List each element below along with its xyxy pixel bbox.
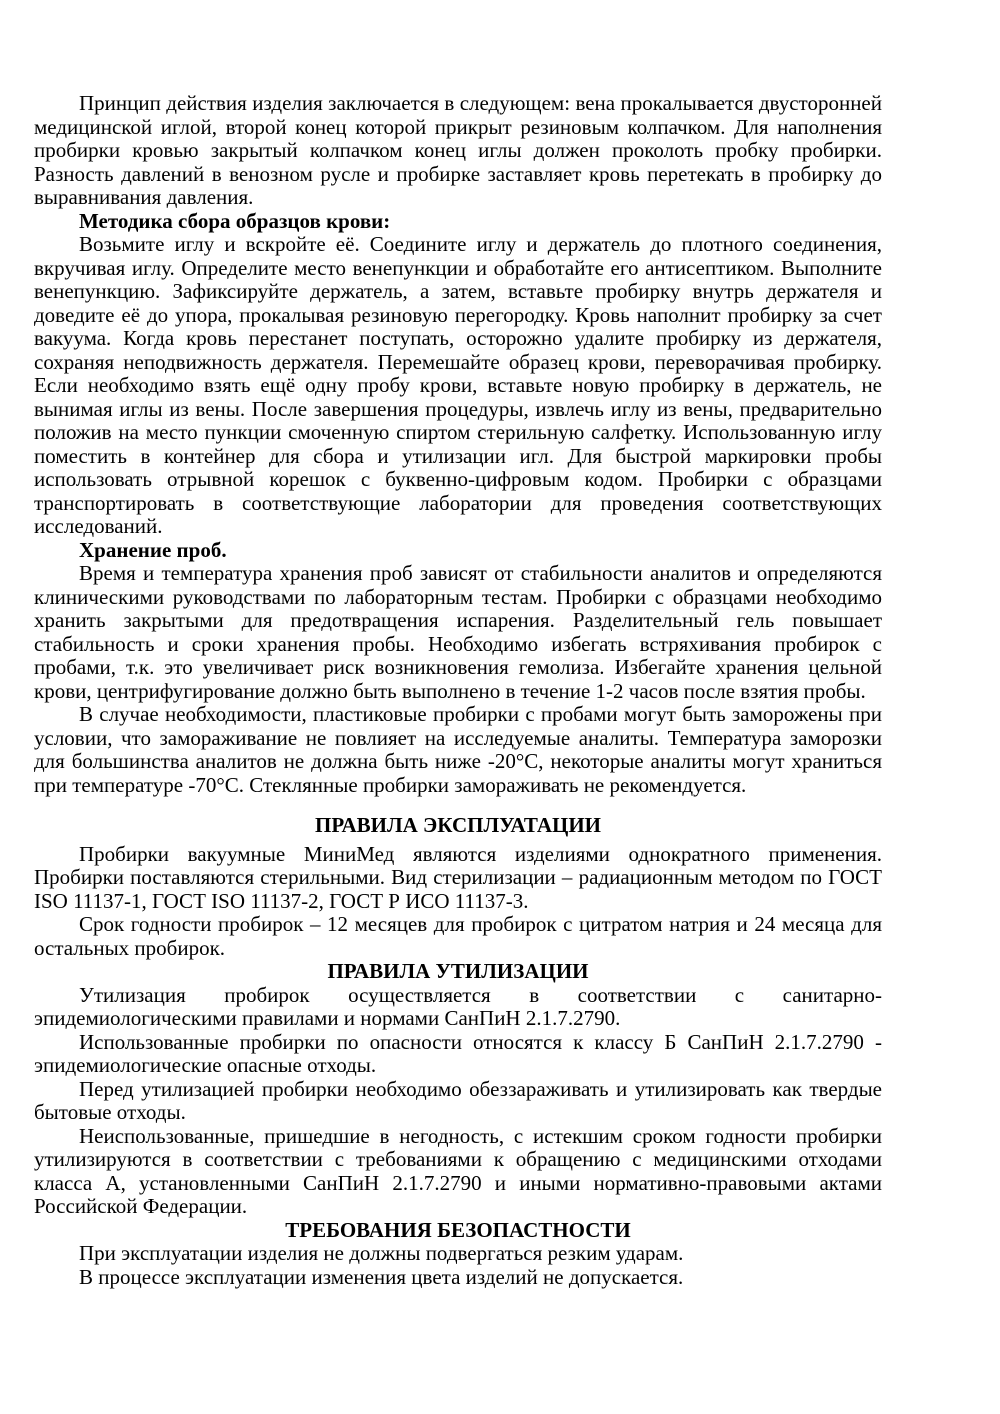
subheading-blood-sample-collection-method: Методика сбора образцов крови: [79,208,391,233]
paragraph-operating-principle: Принцип действия изделия заключается в следующем: вена прокалывается двусторонней медицинской иглой, второй конец которой прикрыт резиновым колпачком. Для наполнения пробирки кровью закрытый колпачком конец иглы должен проколоть пробку пробирки. Разность давлений в венозном русле и пробирке заставляет кровь перетекать в пробирку до выравнивания давления. [34,91,882,209]
paragraph-no-color-change: В процессе эксплуатации изменения цвета изделий не допускается. [79,1264,684,1289]
paragraph-no-sharp-impacts: При эксплуатации изделия не должны подвергаться резким ударам. [79,1241,684,1265]
paragraph-shelf-life: Срок годности пробирок – 12 месяцев для пробирок с цитратом натрия и 24 месяца для остальных пробирок. [34,912,882,960]
paragraph-single-use-sterilization: Пробирки вакуумные МиниМед являются изделиями однократного применения. Пробирки поставляются стерильными. Вид стерилизации – радиационным методом по ГОСТ ISO 11137-1, ГОСТ ISO 11137-2, ГОСТ Р ИСО 11137-3. [34,841,882,913]
heading-operation-rules: ПРАВИЛА ЭКСПЛУАТАЦИИ [315,813,601,837]
subheading-sample-storage: Хранение проб. [79,537,227,562]
paragraph-storage-conditions: Время и температура хранения проб зависят от стабильности аналитов и определяются клиническими руководствами по лабораторным тестам. Пробирки с образцами необходимо хранить закрытыми для предотвращения испарения. Разделительный гель повышает стабильность и сроки хранения пробы. Необходимо избегать встряхивания пробирок с пробами, т.к. это увеличивает риск возникновения гемолиза. Избегайте хранения цельной крови, центрифугирование должно быть выполнено в течение 1-2 часов после взятия пробы. [34,561,882,703]
paragraph-used-tubes-class-b: Использованные пробирки по опасности относятся к классу Б СанПиН 2.1.7.2790 - эпидемиологические опасные отходы. [34,1029,882,1077]
paragraph-freezing-conditions: В случае необходимости, пластиковые пробирки с пробами могут быть заморожены при условии, что замораживание не повлияет на исследуемые аналиты. Температура заморозки для большинства аналитов не должна быть ниже -20°С, некоторые аналиты могут храниться при температуре -70°С. Стеклянные пробирки замораживать не рекомендуется. [34,702,882,797]
paragraph-unused-tubes-disposal: Неиспользованные, пришедшие в негодность, с истекшим сроком годности пробирки утилизируются в соответствии с требованиями к обращению с медицинскими отходами класса А, установленными СанПиН 2.1.7.2790 и иными нормативно-правовыми актами Российской Федерации. [34,1123,882,1218]
paragraph-disposal-sanpin: Утилизация пробирок осуществляется в соответствии с санитарно-эпидемиологическими правилами и нормами СанПиН 2.1.7.2790. [34,982,882,1030]
heading-safety-requirements: ТРЕБОВАНИЯ БЕЗОПАСТНОСТИ [285,1217,631,1242]
heading-disposal-rules: ПРАВИЛА УТИЛИЗАЦИИ [327,959,589,983]
paragraph-decontamination: Перед утилизацией пробирки необходимо обеззараживать и утилизировать как твердые бытовые отходы. [34,1076,882,1124]
paragraph-collection-procedure: Возьмите иглу и вскройте её. Соедините иглу и держатель до плотного соединения, вкручивая иглу. Определите место венепункции и обработайте его антисептиком. Выполните венепункцию. Зафиксируйте держатель, а затем, вставьте пробирку внутрь держателя и доведите её до упора, прокалывая резиновую перегородку. Кровь наполнит пробирку за счет вакуума. Когда кровь перестанет поступать, осторожно удалите пробирку из держателя, сохраняя неподвижность держателя. Перемешайте образец крови, переворачивая пробирку. Если необходимо взять ещё одну пробу крови, вставьте новую пробирку в держатель, не вынимая иглы из вены. После завершения процедуры, извлечь иглу из вены, предварительно положив на место пункции смоченную спиртом стерильную салфетку. Использованную иглу поместить в контейнер для сбора и утилизации игл. Для быстрой маркировки пробы использовать отрывной корешок с буквенно-цифровым кодом. Пробирки с образцами транспортировать в соответствующие лаборатории для проведения соответствующих исследований. [34,232,882,538]
